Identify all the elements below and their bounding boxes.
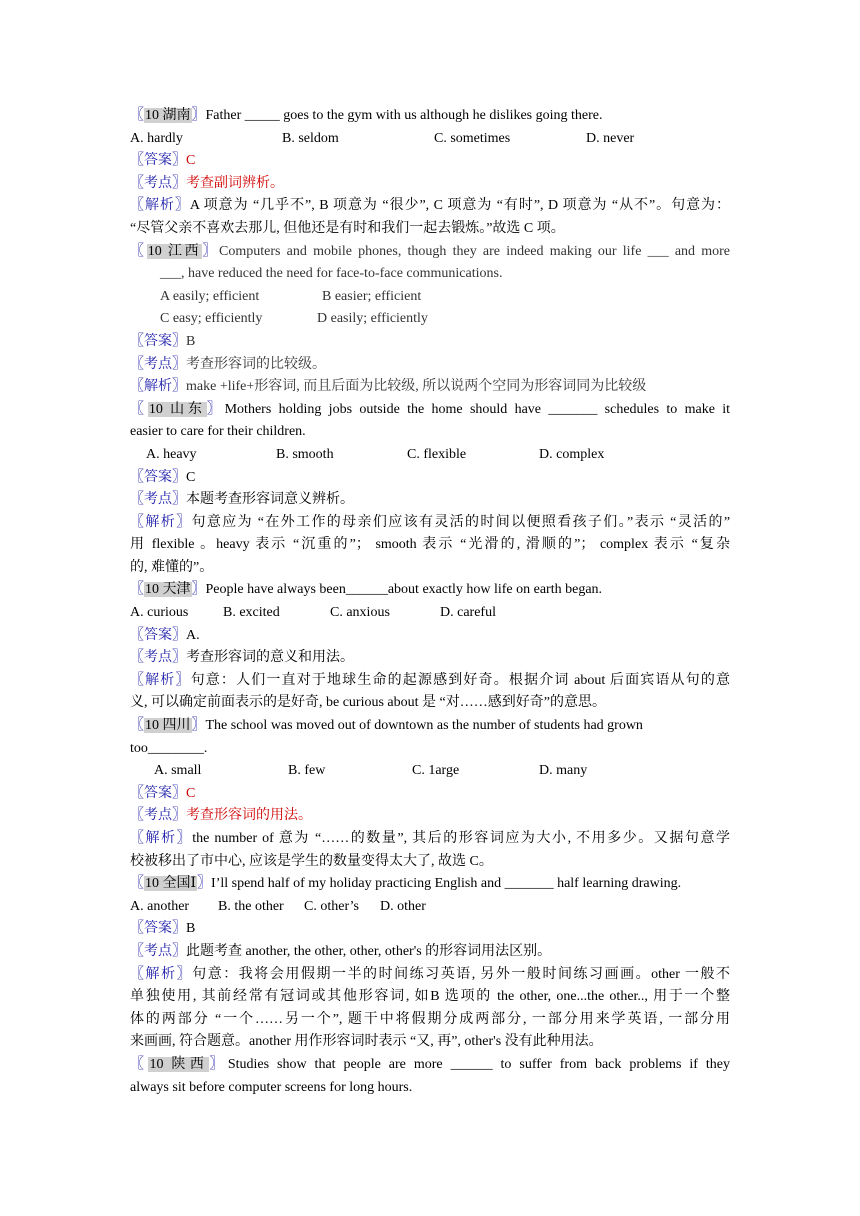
answer-value: C [186, 469, 196, 485]
question-3-stem-line-2: easier to care for their children. [130, 424, 306, 440]
point-text: 此题考查 another, the other, other, other's 的形容词用法区别。 [186, 943, 552, 959]
question-6-analysis-line-1: 〖解析〗句意：我将会用假期一半的时间练习英语, 另外一般时间练习画画。other 一般不 [130, 966, 731, 982]
question-3-answer: 〖答案〗C [130, 469, 196, 485]
question-text: People have always been______about exactly how life on earth began. [205, 582, 603, 598]
analysis-label: 解析 [144, 379, 172, 395]
question-5-analysis-line-1: 〖解析〗the number of 意为 “……的数量”, 其后的形容词应为大小, 不用多少。又据句意学 [130, 831, 731, 846]
option-d: D. other [380, 898, 426, 914]
option-d: D. never [586, 130, 635, 146]
question-text: Computers and mobile phones, though they are indeed making our life ___ and more [219, 243, 731, 259]
answer-label: 答案 [144, 153, 172, 169]
option-a: A. heavy [146, 446, 197, 462]
analysis-text: 句意：人们一直对于地球生命的起源感到好奇。根据介词 about 后面宾语从句的意 [190, 672, 730, 688]
answer-value: B [186, 921, 196, 937]
option-b: B. seldom [282, 130, 339, 146]
point-text: 本题考查形容词意义辨析。 [186, 492, 354, 508]
question-1-stem: 〖10 湖南〗Father _____ goes to the gym with us although he dislikes going there. [130, 108, 603, 123]
question-2-options-row-2 [130, 308, 730, 331]
question-7-stem-line-2: always sit before computer screens for long hours. [130, 1079, 413, 1095]
question-4-analysis-line-1: 〖解析〗句意：人们一直对于地球生命的起源感到好奇。根据介词 about 后面宾语从句的意 [130, 672, 730, 688]
source-tag: 10 全国Ⅰ [145, 876, 197, 892]
analysis-text: 句意应为 “在外工作的母亲们应该有灵活的时间以便照看孩子们。”表示 “灵活的” [191, 514, 731, 530]
answer-label: 答案 [144, 333, 172, 349]
point-text: 考查形容词的意义和用法。 [186, 650, 354, 666]
analysis-text: A 项意为 “几乎不”, B 项意为 “很少”, C 项意为 “有时”, D 项意为 “从不”。句意为： [189, 198, 731, 214]
question-5-stem-line-1: 〖10 四川〗The school was moved out of downtown as the number of students had grown [130, 718, 643, 734]
source-tag: 10 湖南 [145, 108, 191, 123]
option-c: C easy; efficiently [160, 311, 263, 327]
point-label: 考点 [144, 808, 172, 824]
point-text: 考查形容词的用法。 [186, 808, 312, 824]
point-label: 考点 [144, 356, 172, 372]
question-6-analysis-line-2: 单独使用, 其前经常有冠词或其他形容词, 如B 选项的 the other, one...the other.., 用于一个整 [130, 989, 730, 1005]
source-tag: 10 山东 [148, 401, 206, 417]
analysis-label: 解析 [145, 831, 177, 846]
question-1-analysis-line-1: 〖解析〗A 项意为 “几乎不”, B 项意为 “很少”, C 项意为 “有时”, D 项意为 “从不”。句意为： [130, 198, 731, 214]
question-6-point: 〖考点〗此题考查 another, the other, other, other's 的形容词用法区别。 [130, 943, 552, 959]
option-b: B. smooth [276, 446, 334, 462]
question-4-point: 〖考点〗考查形容词的意义和用法。 [130, 650, 354, 666]
analysis-label: 解析 [145, 672, 176, 688]
question-text: Father _____ goes to the gym with us although he dislikes going there. [205, 108, 603, 123]
answer-value: C [186, 785, 196, 801]
question-text: The school was moved out of downtown as the number of students had grown [205, 718, 643, 734]
point-text: 考查副词辨析。 [186, 175, 284, 191]
option-d: D. careful [440, 605, 496, 621]
option-b: B. few [288, 763, 326, 779]
question-2-options-row-1 [130, 286, 730, 309]
analysis-text: 句意：我将会用假期一半的时间练习英语, 另外一般时间练习画画。other 一般不 [192, 966, 731, 982]
question-3-options [130, 444, 730, 467]
question-5-answer: 〖答案〗C [130, 785, 196, 801]
question-2-stem-line-2: ___, have reduced the need for face-to-face communications. [160, 266, 503, 282]
option-c: C. other’s [304, 898, 359, 914]
question-2-answer: 〖答案〗B [130, 333, 196, 349]
question-1-answer: 〖答案〗C [130, 153, 196, 169]
source-tag: 10 陕西 [149, 1056, 209, 1072]
option-d: D easily; efficiently [317, 311, 428, 327]
answer-value: A. [186, 627, 200, 643]
point-label: 考点 [144, 492, 172, 508]
source-tag: 10 江西 [147, 243, 202, 259]
analysis-label: 解析 [144, 198, 175, 214]
question-6-answer: 〖答案〗B [130, 921, 196, 937]
answer-value: C [186, 153, 196, 169]
option-c: C. flexible [407, 446, 467, 462]
question-3-stem-line-1: 〖10 山东〗Mothers holding jobs outside the home should have _______ schedules to make it [130, 401, 731, 417]
question-2-stem-line-1: 〖10 江西〗Computers and mobile phones, though they are indeed making our life ___ and more [130, 243, 731, 259]
question-text: Mothers holding jobs outside the home should have _______ schedules to make it [224, 401, 731, 417]
option-c: C. 1arge [412, 763, 460, 779]
option-a: A easily; efficient [160, 288, 260, 304]
question-4-answer: 〖答案〗A. [130, 627, 200, 643]
option-b: B. excited [223, 605, 280, 621]
option-c: C. sometimes [434, 130, 511, 146]
option-d: D. many [539, 763, 588, 779]
question-4-stem: 〖10 天津〗People have always been______about exactly how life on earth began. [130, 582, 603, 598]
question-3-analysis-line-2: 用 flexible 。heavy 表示 “沉重的”； smooth 表示 “光滑的, 滑顺的”； complex 表示 “复杂 [130, 537, 730, 553]
option-d: D. complex [539, 446, 605, 462]
question-text: I’ll spend half of my holiday practicing English and _______ half learning drawing. [211, 876, 682, 892]
question-4-analysis-line-2: 义, 可以确定前面表示的是好奇, be curious about 是 “对……感到好奇”的意思。 [130, 695, 606, 711]
question-5-point: 〖考点〗考查形容词的用法。 [130, 808, 312, 824]
question-7-stem-line-1: 〖10 陕西〗Studies show that people are more ______ to suffer from back problems if they [130, 1056, 731, 1072]
question-1-point: 〖考点〗考查副词辨析。 [130, 175, 284, 191]
option-b: B. the other [218, 898, 284, 914]
question-6-options [130, 896, 730, 919]
option-a: A. hardly [130, 130, 183, 146]
question-5-analysis-line-2: 校被移出了市中心, 应该是学生的数量变得太大了, 故选 C。 [130, 853, 493, 869]
question-6-stem: 〖10 全国Ⅰ〗I’ll spend half of my holiday practicing English and _______ half learning drawing. [130, 876, 682, 892]
question-3-point: 〖考点〗本题考查形容词意义辨析。 [130, 492, 354, 508]
point-label: 考点 [144, 175, 172, 191]
question-1-options [130, 128, 730, 151]
question-1-analysis-line-2: “尽管父亲不喜欢去那儿, 但他还是有时和我们一起去锻炼。”故选 C 项。 [130, 220, 565, 236]
question-5-stem-line-2: too________. [130, 740, 208, 756]
question-text: Studies show that people are more ______ to suffer from back problems if they [227, 1056, 731, 1072]
answer-label: 答案 [144, 785, 172, 801]
option-c: C. anxious [330, 605, 390, 621]
question-3-analysis-line-3: 的, 难懂的”。 [130, 559, 214, 575]
question-5-options [130, 760, 730, 783]
option-a: A. small [154, 763, 202, 779]
point-label: 考点 [144, 650, 172, 666]
question-4-options [130, 602, 730, 625]
point-text: 考查形容词的比较级。 [186, 356, 326, 372]
question-6-analysis-line-3: 体的两部分 “一个……另一个”, 题干中将假期分成两部分, 一部分用来学英语, 一部分用 [130, 1011, 730, 1027]
source-tag: 10 四川 [145, 718, 191, 734]
answer-label: 答案 [144, 921, 172, 937]
option-b: B easier; efficient [322, 288, 422, 304]
analysis-label: 解析 [145, 514, 177, 530]
answer-label: 答案 [144, 627, 172, 643]
question-2-point: 〖考点〗考查形容词的比较级。 [130, 356, 326, 372]
option-a: A. curious [130, 605, 189, 621]
analysis-label: 解析 [145, 966, 177, 982]
question-3-analysis-line-1: 〖解析〗句意应为 “在外工作的母亲们应该有灵活的时间以便照看孩子们。”表示 “灵活的” [130, 514, 731, 530]
point-label: 考点 [144, 943, 172, 959]
document-page [130, 105, 730, 1099]
answer-value: B [186, 333, 196, 349]
question-2-analysis: 〖解析〗make +life+形容词, 而且后面为比较级, 所以说两个空同为形容词同为比较级 [130, 379, 647, 395]
analysis-text: the number of 意为 “……的数量”, 其后的形容词应为大小, 不用多少。又据句意学 [192, 831, 731, 846]
analysis-text: make +life+形容词, 而且后面为比较级, 所以说两个空同为形容词同为比较级 [186, 379, 647, 395]
source-tag: 10 天津 [145, 582, 191, 598]
option-a: A. another [130, 898, 190, 914]
answer-label: 答案 [144, 469, 172, 485]
question-6-analysis-line-4: 来画画, 符合题意。another 用作形容词时表示 “又, 再”, other's 没有此种用法。 [130, 1034, 603, 1050]
